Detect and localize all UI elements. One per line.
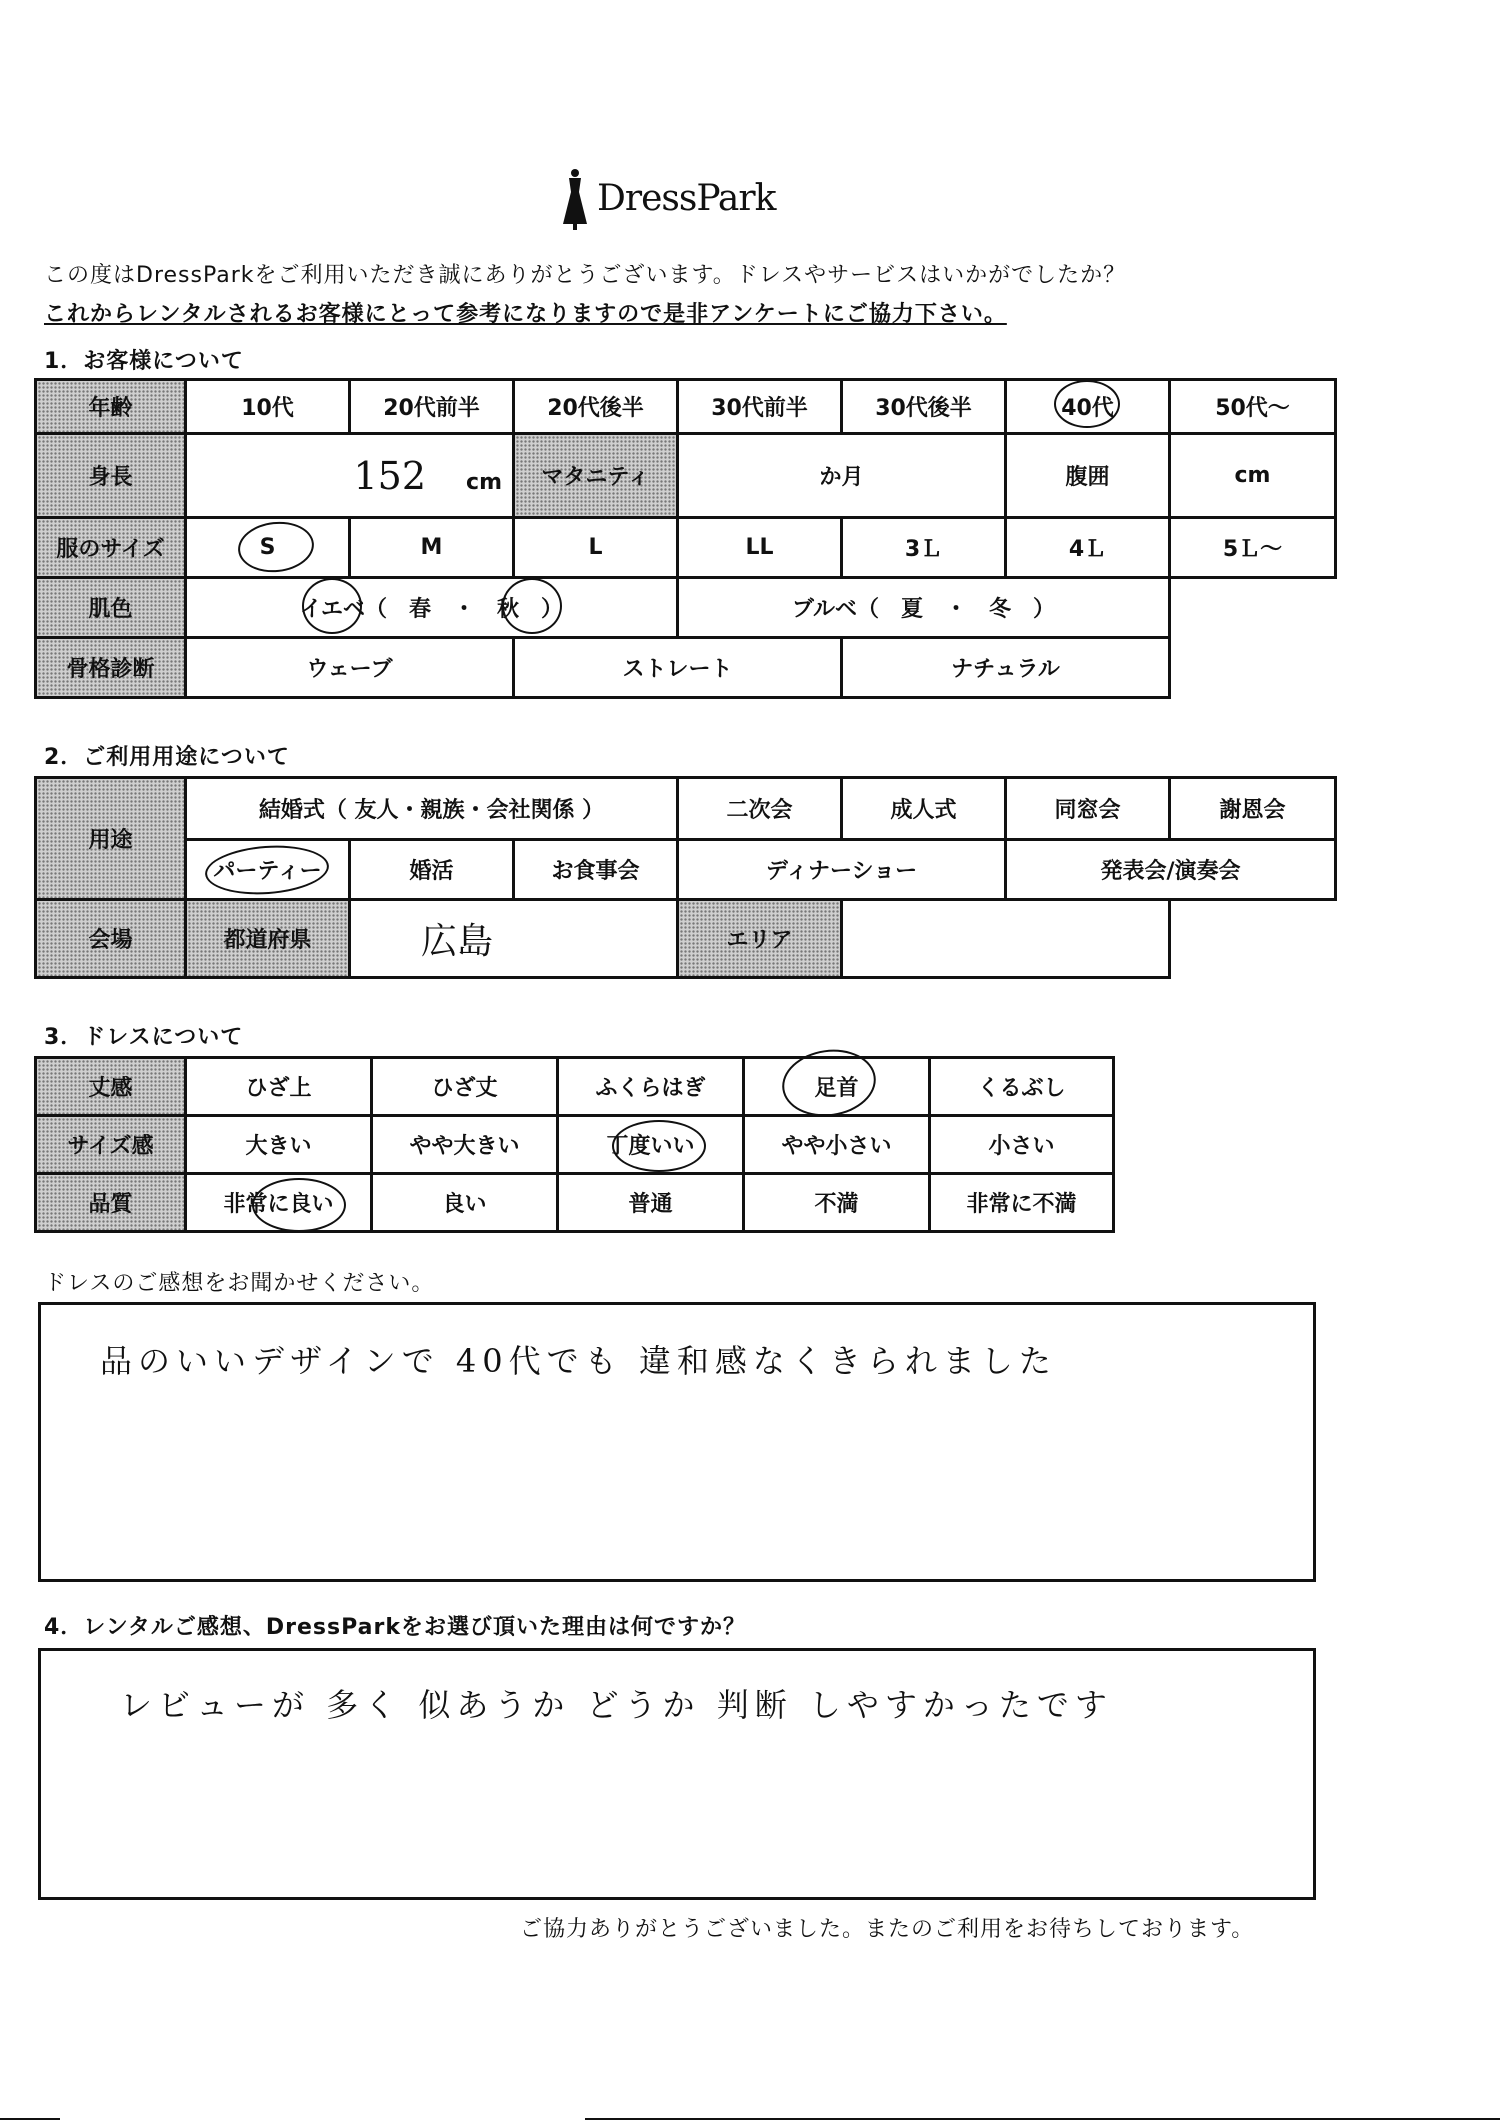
purpose-option[interactable]: 謝恩会 — [1170, 778, 1336, 840]
skin-yellow: イエベ — [299, 597, 366, 622]
body-type-option[interactable]: ストレート — [514, 638, 842, 698]
length-option-selected[interactable]: 足首 — [744, 1058, 930, 1116]
purpose-option[interactable]: 同窓会 — [1006, 778, 1170, 840]
area-field[interactable] — [842, 900, 1170, 978]
skin-blue: ブルベ — [791, 597, 858, 622]
section-4-title: 4．レンタルご感想、DressParkをお選び頂いた理由は何ですか？ — [44, 1615, 746, 1640]
waist-label: 腹囲 — [1006, 434, 1170, 518]
fit-option[interactable]: やや小さい — [744, 1116, 930, 1174]
skin-blue-seasons: （ 夏 ・ 冬 ） — [857, 597, 1056, 622]
age-option[interactable]: 20代前半 — [350, 380, 514, 434]
purpose-dinner-show[interactable]: ディナーショー — [678, 840, 1006, 900]
age-option[interactable]: 30代後半 — [842, 380, 1006, 434]
purpose-label: 用途 — [36, 778, 186, 900]
purpose-option[interactable]: 二次会 — [678, 778, 842, 840]
brand-name: DressPark — [597, 178, 776, 219]
section-3-title: 3．ドレスについて — [44, 1025, 244, 1050]
skin-blue-cell[interactable] — [678, 578, 1170, 638]
fit-label: サイズ感 — [36, 1116, 186, 1174]
selection-circle — [252, 1178, 346, 1232]
venue-label: 会場 — [36, 900, 186, 978]
reason-comment-text: レビューが 多く 似あうか どうか 判断 しやすかったです — [120, 1686, 1113, 1724]
selection-circle — [302, 578, 362, 634]
empty-cell — [1170, 900, 1336, 978]
fit-option[interactable]: やや大きい — [372, 1116, 558, 1174]
prefecture-value: 広島 — [421, 921, 494, 962]
maternity-unit[interactable]: か月 — [678, 434, 1006, 518]
size-option[interactable]: 5Ｌ～ — [1170, 518, 1336, 578]
age-option[interactable]: 50代～ — [1170, 380, 1336, 434]
body-type-label: 骨格診断 — [36, 638, 186, 698]
quality-option[interactable]: 非常に不満 — [930, 1174, 1114, 1232]
length-option[interactable]: ひざ丈 — [372, 1058, 558, 1116]
dresspark-logo — [555, 168, 795, 230]
size-option[interactable]: LL — [678, 518, 842, 578]
area-label: エリア — [678, 900, 842, 978]
fit-option-selected[interactable]: 丁度いい — [558, 1116, 744, 1174]
empty-cell — [1170, 638, 1336, 698]
height-label: 身長 — [36, 434, 186, 518]
quality-option[interactable]: 不満 — [744, 1174, 930, 1232]
waist-unit[interactable]: cm — [1170, 434, 1336, 518]
footer-mark — [0, 2118, 60, 2120]
length-option[interactable]: くるぶし — [930, 1058, 1114, 1116]
skin-label: 肌色 — [36, 578, 186, 638]
maternity-label: マタニティ — [514, 434, 678, 518]
length-option[interactable]: ひざ上 — [186, 1058, 372, 1116]
age-option-selected[interactable]: 40代 — [1006, 380, 1170, 434]
dress-comment-text: 品のいいデザインで 40代でも 違和感なくきられました — [100, 1342, 1057, 1380]
length-label: 丈感 — [36, 1058, 186, 1116]
height-unit: cm — [466, 469, 502, 495]
height-cell[interactable] — [186, 434, 514, 518]
purpose-party-selected[interactable]: パーティー — [186, 840, 350, 900]
section-2-title: 2．ご利用用途について — [44, 745, 290, 770]
skin-yellow-cell[interactable] — [186, 578, 678, 638]
purpose-recital[interactable]: 発表会/演奏会 — [1006, 840, 1336, 900]
selection-circle — [502, 578, 562, 634]
dress-table — [34, 1056, 1115, 1233]
body-type-option[interactable]: ウェーブ — [186, 638, 514, 698]
size-option[interactable]: M — [350, 518, 514, 578]
height-value: 152 — [353, 453, 427, 498]
quality-label: 品質 — [36, 1174, 186, 1232]
skin-yellow-seasons: （ 春 ・ 秋 ） — [365, 597, 564, 622]
age-option[interactable]: 30代前半 — [678, 380, 842, 434]
selection-circle — [1054, 380, 1120, 428]
quality-option[interactable]: 普通 — [558, 1174, 744, 1232]
quality-option-selected[interactable]: 非常に良い — [186, 1174, 372, 1232]
customer-table — [34, 378, 1337, 699]
dress-comment-label: ドレスのご感想をお聞かせください。 — [44, 1271, 435, 1296]
body-type-option[interactable]: ナチュラル — [842, 638, 1170, 698]
purpose-meal[interactable]: お食事会 — [514, 840, 678, 900]
fit-option[interactable]: 小さい — [930, 1116, 1114, 1174]
fit-option[interactable]: 大きい — [186, 1116, 372, 1174]
purpose-wedding[interactable]: 結婚式（ 友人・親族・会社関係 ） — [186, 778, 678, 840]
size-option[interactable]: 4Ｌ — [1006, 518, 1170, 578]
thanks-message: ご協力ありがとうございました。またのご利用をお待ちしております。 — [520, 1917, 1255, 1942]
purpose-option[interactable]: 成人式 — [842, 778, 1006, 840]
section-1-title: 1．お客様について — [44, 349, 244, 374]
prefecture-label: 都道府県 — [186, 900, 350, 978]
empty-cell — [1170, 578, 1336, 638]
size-label: 服のサイズ — [36, 518, 186, 578]
footer-line — [585, 2118, 1500, 2120]
age-label: 年齢 — [36, 380, 186, 434]
size-option[interactable]: 3Ｌ — [842, 518, 1006, 578]
size-option[interactable]: L — [514, 518, 678, 578]
age-option[interactable]: 20代後半 — [514, 380, 678, 434]
intro-line-2: これからレンタルされるお客様にとって参考になりますので是非アンケートにご協力下さい。 — [44, 302, 1007, 327]
dress-icon — [555, 168, 595, 230]
length-option[interactable]: ふくらはぎ — [558, 1058, 744, 1116]
prefecture-field[interactable] — [350, 900, 678, 978]
purpose-konkatsu[interactable]: 婚活 — [350, 840, 514, 900]
intro-line-1: この度はDressParkをご利用いただき誠にありがとうございます。ドレスやサービスはいかがでしたか？ — [44, 263, 1127, 288]
age-option[interactable]: 10代 — [186, 380, 350, 434]
selection-circle — [612, 1120, 706, 1172]
quality-option[interactable]: 良い — [372, 1174, 558, 1232]
size-option-selected[interactable]: S — [186, 518, 350, 578]
